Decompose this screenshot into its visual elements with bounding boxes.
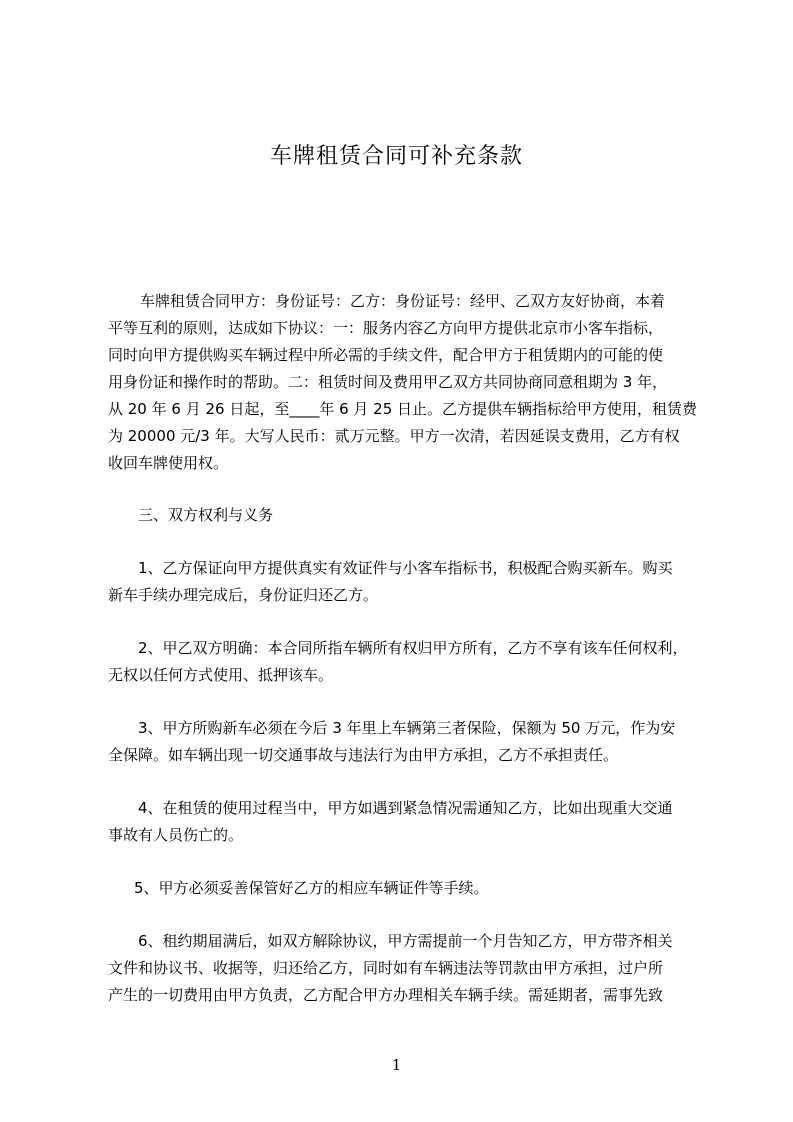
intro-line: 同时向甲方提供购买车辆过程中所必需的手续文件，配合甲方于租赁期内的可能的使 — [108, 346, 664, 364]
intro-line: 用身份证和操作时的帮助。二：租赁时间及费用甲乙双方共同协商同意租期为 3 年， — [108, 373, 668, 391]
clause-line: 事故有人员伤亡的。 — [108, 826, 244, 844]
clause-line: 无权以任何方式使用、抵押该车。 — [108, 666, 334, 684]
intro-line: 车牌租赁合同甲方：身份证号：乙方：身份证号：经甲、乙双方友好协商，本着 — [140, 292, 666, 310]
page-title: 车牌租赁合同可补充条款 — [269, 144, 523, 169]
intro-line: 收回车牌使用权。 — [108, 454, 229, 472]
section-heading: 三、双方权利与义务 — [138, 506, 274, 524]
clause-line: 文件和协议书、收据等，归还给乙方，同时如有车辆违法等罚款由甲方承担，过户所 — [108, 959, 664, 977]
page-number: 1 — [391, 1056, 402, 1074]
intro-line: 为 20000 元/3 年。大写人民币：贰万元整。甲方一次清，若因延误支费用，乙方有权 — [108, 427, 680, 445]
intro-line: 从 20 年 6 月 26 日起，至____年 6 月 25 日止。乙方提供车辆指标给甲方使用，租赁费 — [108, 400, 698, 418]
clause-line: 3、甲方所购新车必须在今后 3 年里上车辆第三者保险，保额为 50 万元，作为安 — [138, 719, 676, 737]
clause-line: 5、甲方必须妥善保管好乙方的相应车辆证件等手续。 — [134, 879, 489, 897]
intro-line: 平等互利的原则，达成如下协议：一：服务内容乙方向甲方提供北京市小客车指标， — [108, 319, 664, 337]
clause-line: 6、租约期届满后，如双方解除协议，甲方需提前一个月告知乙方，甲方带齐相关 — [138, 932, 673, 950]
clause-line: 产生的一切费用由甲方负责，乙方配合甲方办理相关车辆手续。需延期者，需事先致 — [108, 986, 664, 1004]
clause-line: 全保障。如车辆出现一切交通事故与违法行为由甲方承担，乙方不承担责任。 — [108, 746, 619, 764]
clause-line: 2、甲乙双方明确：本合同所指车辆所有权归甲方所有，乙方不享有该车任何权利， — [138, 639, 688, 657]
clause-line: 4、在租赁的使用过程当中，甲方如遇到紧急情况需通知乙方，比如出现重大交通 — [138, 799, 673, 817]
clause-line: 1、乙方保证向甲方提供真实有效证件与小客车指标书，积极配合购买新车。购买 — [138, 559, 673, 577]
clause-line: 新车手续办理完成后，身份证归还乙方。 — [108, 586, 379, 604]
